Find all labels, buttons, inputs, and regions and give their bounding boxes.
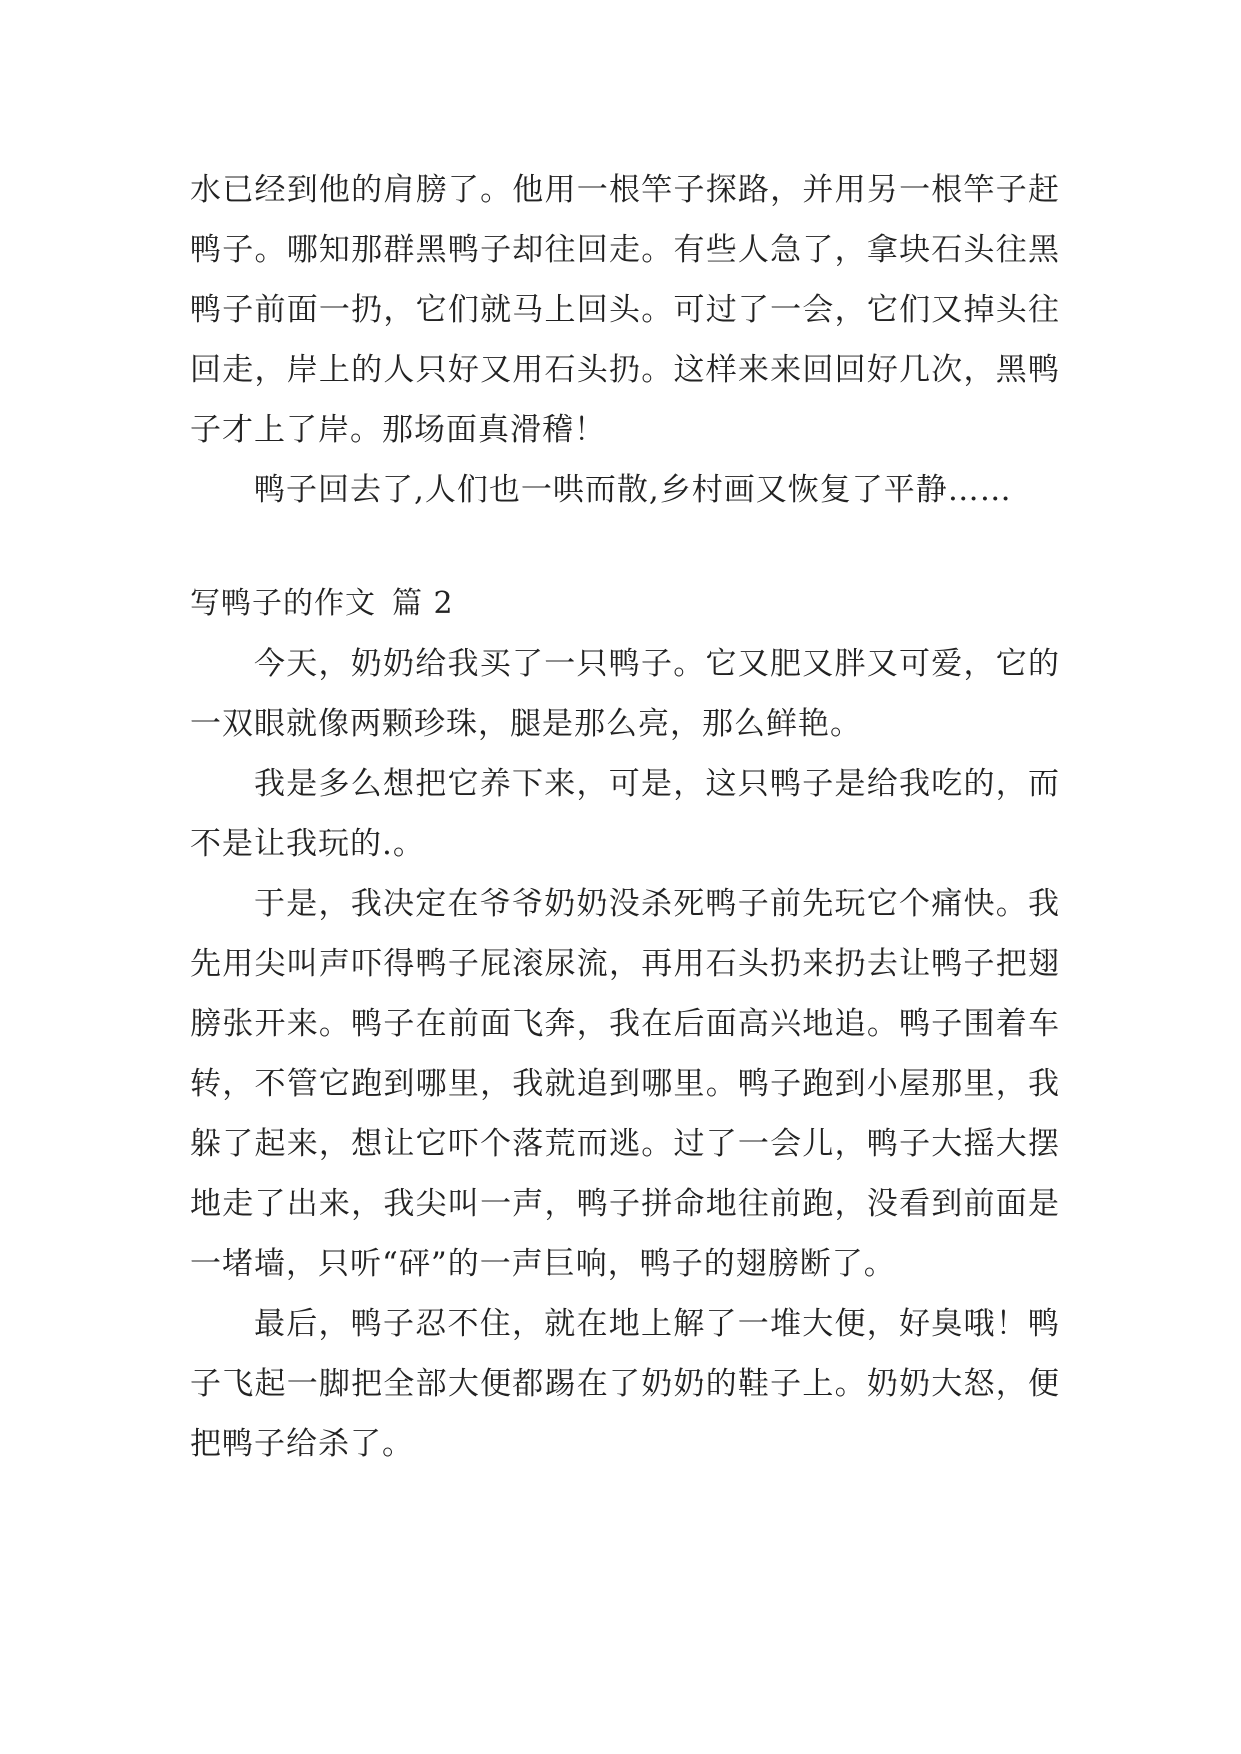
paragraph-ending: 鸭子回去了,人们也一哄而散,乡村画又恢复了平静…… <box>254 472 1012 508</box>
section-title: 写鸭子的作文 <box>190 586 376 621</box>
section-label: 篇 2 <box>392 586 454 621</box>
section-heading <box>190 574 1060 634</box>
paragraph-wish: 我是多么想把它养下来，可是，这只鸭子是给我吃的，而不是让我玩的.。 <box>190 766 1060 862</box>
paragraph-play: 于是，我决定在爷爷奶奶没杀死鸭子前先玩它个痛快。我先用尖叫声吓得鸭子屁滚尿流，再用石头扔来扔去让鸭子把翅膀张开来。鸭子在前面飞奔，我在后面高兴地追。鸭子围着车转，不管它跑到哪里，我就追到哪里。鸭子跑到小屋那里，我躲了起来，想让它吓个落荒而逃。过了一会儿，鸭子大摇大摆地走了出来，我尖叫一声，鸭子拼命地往前跑，没看到前面是一堵墙，只听“砰”的一声巨响，鸭子的翅膀断了。 <box>190 886 1060 1282</box>
paragraph-ending-2: 最后，鸭子忍不住，就在地上解了一堆大便，好臭哦！鸭子飞起一脚把全部大便都踢在了奶奶的鞋子上。奶奶大怒，便把鸭子给杀了。 <box>190 1306 1060 1462</box>
document-body <box>190 160 1060 1474</box>
paragraph-continued: 水已经到他的肩膀了。他用一根竿子探路，并用另一根竿子赶鸭子。哪知那群黑鸭子却往回走。有些人急了，拿块石头往黑鸭子前面一扔，它们就马上回头。可过了一会，它们又掉头往回走，岸上的人只好又用石头扔。这样来来回回好几次，黑鸭子才上了岸。那场面真滑稽！ <box>190 172 1060 448</box>
paragraph-intro: 今天，奶奶给我买了一只鸭子。它又肥又胖又可爱，它的一双眼就像两颗珍珠，腿是那么亮，那么鲜艳。 <box>190 646 1060 742</box>
